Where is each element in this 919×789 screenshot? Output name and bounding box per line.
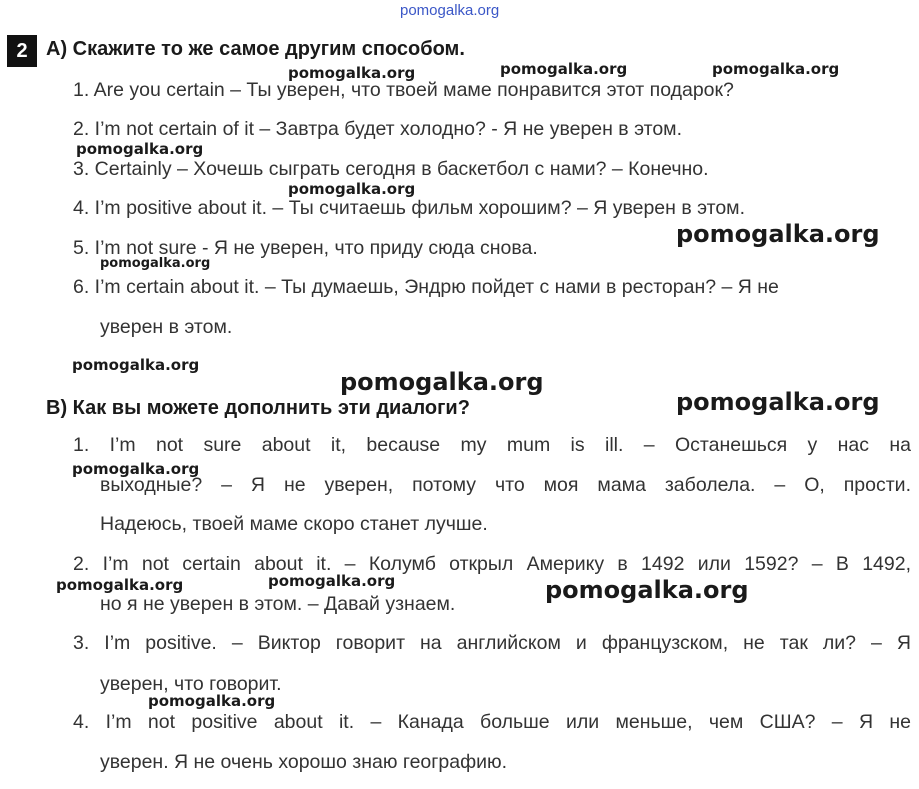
section-b-heading: B) Как вы можете дополнить эти диалоги? bbox=[46, 397, 470, 419]
watermark-label: pomogalka.org bbox=[288, 180, 416, 198]
watermark-label: pomogalka.org bbox=[676, 388, 880, 416]
watermark-label: pomogalka.org bbox=[288, 64, 416, 82]
top-watermark: pomogalka.org bbox=[400, 2, 500, 19]
watermark-label: pomogalka.org bbox=[148, 692, 276, 710]
section-a-line-1: 1. Are you certain – Ты уверен, что твоей маме понравится этот подарок? bbox=[73, 79, 734, 101]
section-b-line-2: 2. I’m not certain about it. – Колумб открыл Америку в 1492 или 1592? – В 1492, bbox=[73, 553, 911, 575]
watermark-label: pomogalka.org bbox=[76, 140, 204, 158]
watermark-label: pomogalka.org bbox=[340, 368, 544, 396]
watermark-label: pomogalka.org bbox=[100, 256, 211, 271]
section-b-line-1: 1. I’m not sure about it, because my mum is ill. – Останешься у нас на bbox=[73, 434, 911, 456]
section-b-line-4-cont: уверен. Я не очень хорошо знаю географию. bbox=[100, 751, 508, 773]
watermark-label: pomogalka.org bbox=[56, 576, 184, 594]
section-a-line-4: 4. I’m positive about it. – Ты считаешь фильм хорошим? – Я уверен в этом. bbox=[73, 197, 746, 219]
section-a-line-3: 3. Certainly – Хочешь сыграть сегодня в баскетбол с нами? – Конечно. bbox=[73, 158, 709, 180]
section-a-line-6-cont: уверен в этом. bbox=[100, 316, 233, 338]
section-b-line-1-cont: выходные? – Я не уверен, потому что моя мама заболела. – О, прости. bbox=[100, 474, 911, 496]
section-a-line-2: 2. I’m not certain of it – Завтра будет холодно? - Я не уверен в этом. bbox=[73, 118, 682, 140]
watermark-label: pomogalka.org bbox=[268, 572, 396, 590]
exercise-number-badge: 2 bbox=[7, 35, 37, 67]
section-b-line-1-end: Надеюсь, твоей маме скоро станет лучше. bbox=[100, 513, 488, 535]
watermark-label: pomogalka.org bbox=[712, 60, 840, 78]
watermark-label: pomogalka.org bbox=[545, 576, 749, 604]
section-a-heading: A) Скажите то же самое другим способом. bbox=[46, 38, 465, 60]
section-b-line-4: 4. I’m not positive about it. – Канада больше или меньше, чем США? – Я не bbox=[73, 711, 911, 733]
section-a-line-6: 6. I’m certain about it. – Ты думаешь, Эндрю пойдет с нами в ресторан? – Я не bbox=[73, 276, 779, 298]
section-b-line-3-cont: уверен, что говорит. bbox=[100, 673, 282, 695]
watermark-label: pomogalka.org bbox=[676, 220, 880, 248]
watermark-label: pomogalka.org bbox=[500, 60, 628, 78]
section-b-line-3: 3. I’m positive. – Виктор говорит на английском и французском, не так ли? – Я bbox=[73, 632, 911, 654]
section-b-line-2-cont: но я не уверен в этом. – Давай узнаем. bbox=[100, 593, 456, 615]
watermark-label: pomogalka.org bbox=[72, 356, 200, 374]
watermark-label: pomogalka.org bbox=[72, 460, 200, 478]
section-a-line-5: 5. I’m not sure - Я не уверен, что приду сюда снова. bbox=[73, 237, 538, 259]
